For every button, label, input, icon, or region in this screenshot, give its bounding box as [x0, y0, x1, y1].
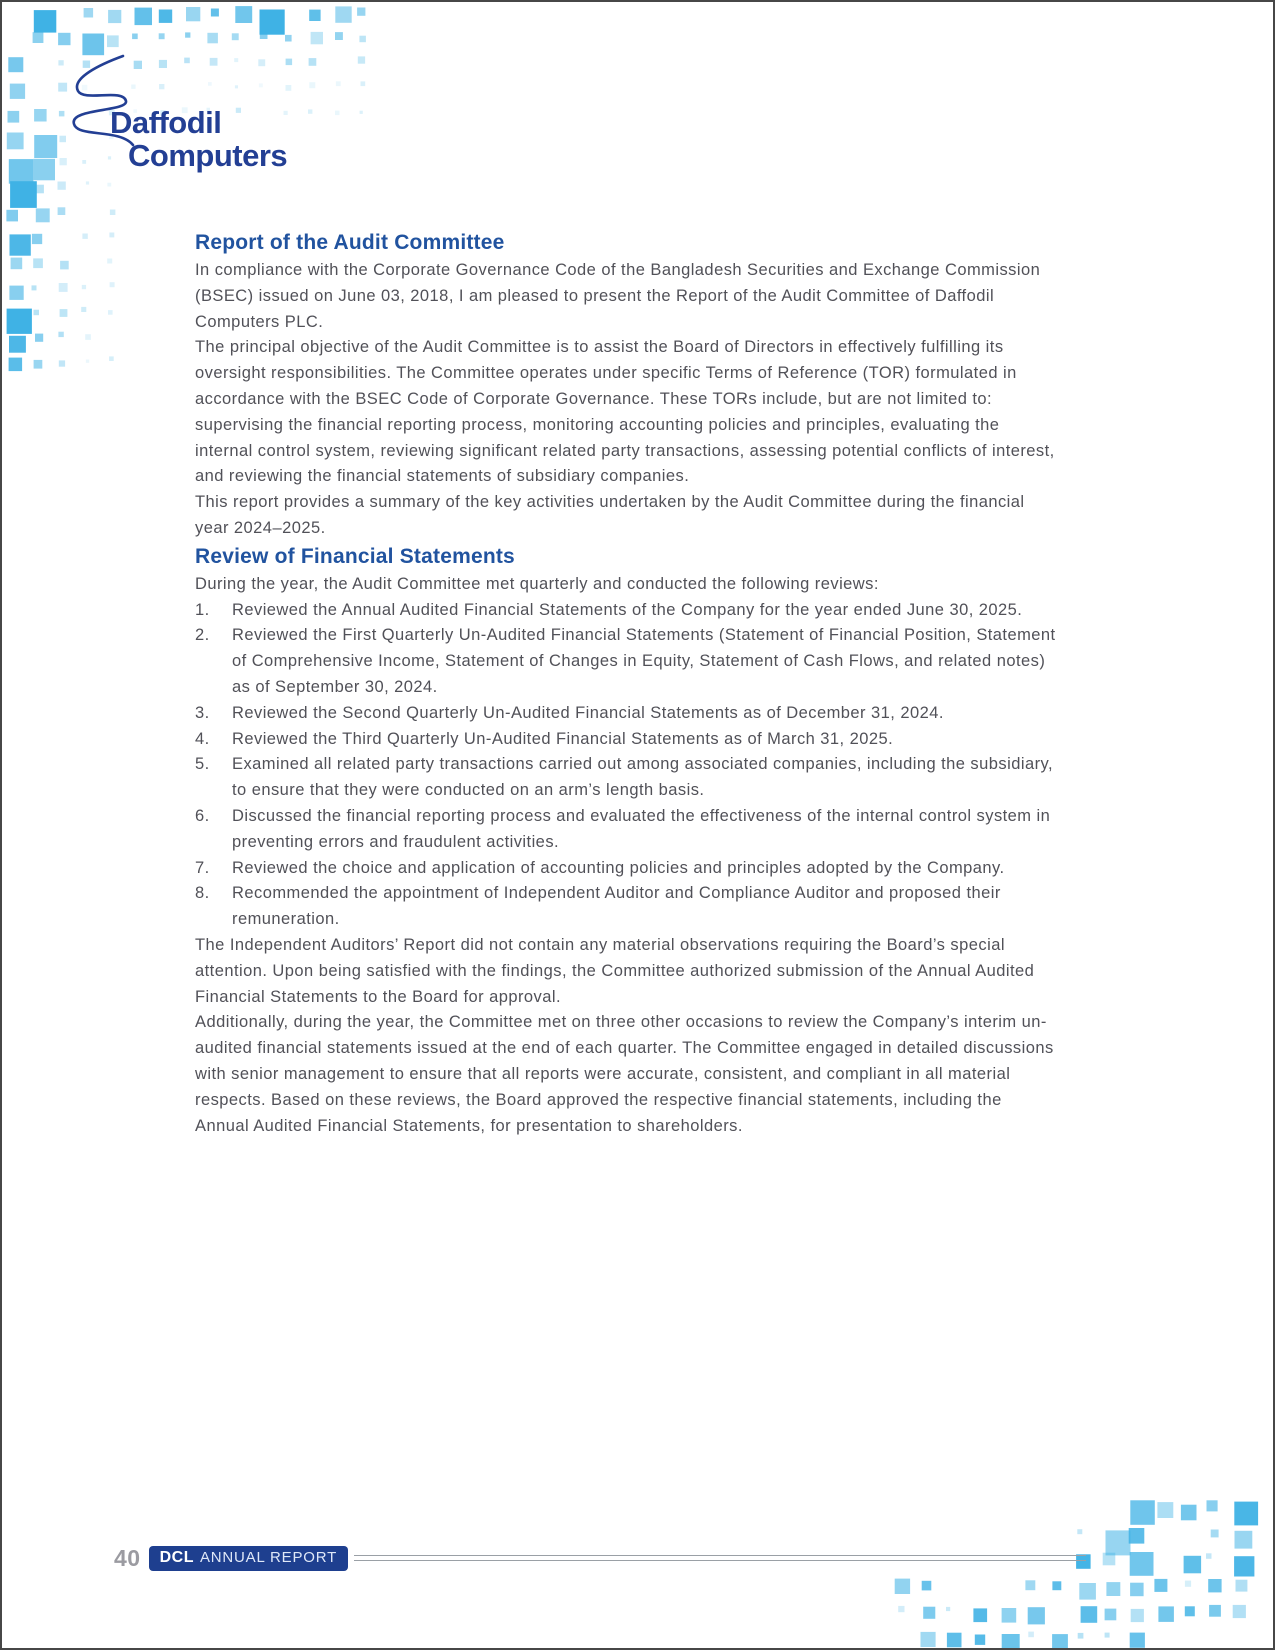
list-item: Recommended the appointment of Independent Auditor and Compliance Auditor and proposed their remuneration.	[232, 884, 1001, 929]
footer-rule	[354, 1555, 1086, 1561]
list-item: Reviewed the choice and application of accounting policies and principles adopted by the Company.	[232, 858, 1005, 877]
list-item: Reviewed the First Quarterly Un-Audited Financial Statements (Statement of Financial Position, Statement of Comprehensive Income, Statement of Changes in Equity, Statement of Cash Flows, and related notes) as of September 30, 2024.	[232, 626, 1056, 696]
page-footer	[114, 1544, 1086, 1572]
list-item: Reviewed the Third Quarterly Un-Audited Financial Statements as of March 31, 2025.	[232, 729, 894, 748]
closing-paragraph-1: The Independent Auditors’ Report did not contain any material observations requiring the Board’s special attention. Upon being satisfied with the findings, the Committee authorized submission of the Annual Audited Financial Statements to the Board for approval.	[195, 935, 1035, 1006]
summary-paragraph: This report provides a summary of the key activities undertaken by the Audit Committee during the financial year 2024–2025.	[195, 493, 1025, 537]
closing-paragraph-2: Additionally, during the year, the Committee met on three other occasions to review the Company’s interim un-audited financial statements issued at the end of each quarter. The Committee engaged in detailed discussions with senior management to ensure that all reports were accurate, consistent, and compliant in all material respects. Based on these reviews, the Board approved the respective financial statements, including the Annual Audited Financial Statements, for presentation to shareholders.	[195, 1013, 1054, 1135]
section-title-review: Review of Financial Statements	[195, 544, 515, 568]
badge-label: ANNUAL REPORT	[199, 1548, 338, 1566]
annual-report-badge	[149, 1546, 349, 1571]
badge-brand: DCL	[159, 1548, 194, 1566]
list-item: Discussed the financial reporting process and evaluated the effectiveness of the internal control system in preventing errors and fraudulent activities.	[232, 806, 1051, 851]
report-body	[195, 228, 1057, 1139]
logo-wordmark-line1: Daffodil	[110, 105, 222, 140]
intro-paragraph-1: In compliance with the Corporate Governance Code of the Bangladesh Securities and Exchange Commission (BSEC) issued on June 03, 2018, I am pleased to present the Report of the Audit Committee of Daffodil Computers PLC.	[195, 261, 1041, 331]
list-item: Reviewed the Second Quarterly Un-Audited Financial Statements as of December 31, 2024.	[232, 703, 944, 722]
pixel-mosaic-bottom-right-icon	[862, 1494, 1275, 1650]
review-intro: During the year, the Audit Committee met quarterly and conducted the following reviews:	[195, 574, 879, 593]
report-title: Report of the Audit Committee	[195, 231, 505, 254]
intro-paragraph-2: The principal objective of the Audit Committee is to assist the Board of Directors in effectively fulfilling its oversight responsibilities. The Committee operates under specific Terms of Reference (TOR) formulated in accordance with the BSEC Code of Corporate Governance. These TORs include, but are not limited to: supervising the financial reporting process, monitoring accounting policies and principles, evaluating the internal control system, reviewing significant related party transactions, assessing potential conflicts of interest, and reviewing the financial statements of subsidiary companies.	[195, 338, 1055, 486]
page-number: 40	[114, 1544, 141, 1571]
list-item: Examined all related party transactions carried out among associated companies, including the subsidiary, to ensure that they were conducted on an arm’s length basis.	[232, 755, 1054, 800]
list-item: Reviewed the Annual Audited Financial Statements of the Company for the year ended June 30, 2025.	[232, 600, 1023, 619]
review-activities-list	[195, 598, 1057, 933]
logo-wordmark-line2: Computers	[128, 138, 288, 173]
